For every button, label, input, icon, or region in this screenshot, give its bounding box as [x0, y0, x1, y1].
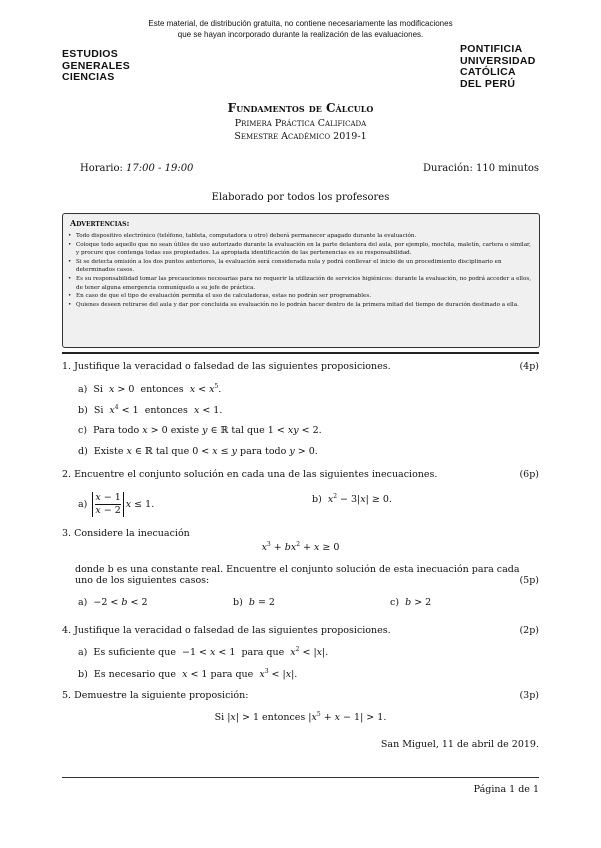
exam-subtitle: Primera Práctica Calificada: [234, 118, 367, 129]
date-place: San Miguel, 11 de abril de 2019.: [380, 739, 539, 750]
q4-item-a: a) Es suficiente que −1 < x < 1 para que $x^2 < |x|$.: [78, 646, 329, 659]
elaborado: Elaborado por todos los profesores: [211, 192, 390, 203]
q4-item-b: b) Es necesario que x < 1 para que $x^3 < |x|$.: [78, 668, 298, 681]
question-3: 3. Considere la inecuación: [62, 528, 190, 539]
q1-item-d: d) Existe x ∈ ℝ tal que 0 < x ≤ y para todo y > 0.: [78, 446, 318, 457]
question-4: 4. Justifique la veracidad o falsedad de las siguientes proposiciones.: [62, 625, 391, 636]
warnings-box: [62, 213, 540, 348]
warning-item: • Quienes deseen retirarse del aula y dar por concluida su evaluación no lo podrán hacer dentro de la primera mitad del tiempo de duración destinado a ella.: [76, 301, 533, 310]
institution-left: ESTUDIOS GENERALES CIENCIAS: [62, 48, 131, 83]
warnings-title: Advertencias:: [70, 218, 130, 228]
question-1-points: (4p): [519, 361, 539, 372]
q1-item-c: c) Para todo x > 0 existe y ∈ ℝ tal que 1 < xy < 2.: [78, 425, 322, 436]
question-3-points: (5p): [519, 575, 539, 586]
institution-right: PONTIFICIA UNIVERSIDAD CATÓLICA DEL PERÚ: [460, 43, 536, 90]
question-5: 5. Demuestre la siguiente proposición:: [62, 690, 249, 701]
divider: [62, 352, 539, 354]
q3-body: donde b es una constante real. Encuentre el conjunto solución de esta inecuación para cada uno de los siguientes casos:: [75, 564, 520, 586]
question-2: 2. Encuentre el conjunto solución en cada una de las siguientes inecuaciones.: [62, 469, 438, 480]
q3-item-b: b) b = 2: [233, 597, 275, 608]
warning-item: • Coloque todo aquello que no sean útiles de uso autorizado durante la evaluación en la parte delantera del aula, por ejemplo, mochila, maletín, cartera o similar, y procure que contenga todas sus propiedades. La apropiada identificación de las pertenencias es su responsabilidad.: [76, 241, 533, 258]
warning-item: • Es su responsabilidad tomar las precauciones necesarias para no requerir la utilización de servicios higiénicos: durante la evaluación, no podrá acceder a ellos, de tener alguna emergencia comuníquelo a su jefe de práctica.: [76, 275, 533, 292]
exam-title: Fundamentos de Cálculo: [227, 101, 374, 115]
question-5-points: (3p): [519, 690, 539, 701]
q5-statement: Si |x| > 1 entonces $|x^5 + x - 1| > 1$.: [214, 711, 387, 724]
duracion: Duración: 110 minutos: [422, 163, 539, 174]
question-1: 1. Justifique la veracidad o falsedad de las siguientes proposiciones.: [62, 361, 391, 372]
q3-item-c: c) b > 2: [390, 597, 432, 608]
exam-semester: Semestre Académico 2019-1: [234, 131, 367, 142]
q3-inequality: $x^3 + bx^2 + x \ge 0$: [261, 541, 340, 554]
warning-item: • En caso de que el tipo de evaluación permita el uso de calculadoras, estas no podrán ser programables.: [76, 292, 533, 301]
warnings-list: [63, 232, 539, 309]
q1-item-a: a) Si x > 0 entonces $x < x^5$.: [78, 383, 222, 396]
question-2-points: (6p): [519, 469, 539, 480]
disclaimer: Este material, de distribución gratuita, no contiene necesariamente las modificaciones que se hayan incorporado durante la realización de las evaluaciones.: [148, 19, 453, 39]
warning-item: • Si se detecta omisión a los dos puntos anteriores, la evaluación será considerada nula y podrá conllevar el inicio de un procedimiento disciplinario en determinados casos.: [76, 258, 533, 275]
q1-item-b: b) Si $x^4 < 1$ entonces x < 1.: [78, 404, 223, 417]
q2-item-a: a) x − 1 x − 2 x ≤ 1.: [78, 491, 155, 516]
question-4-points: (2p): [519, 625, 539, 636]
q3-item-a: a) −2 < b < 2: [78, 597, 148, 608]
page-number: Página 1 de 1: [473, 784, 539, 795]
q2-item-b: b) $x^2 - 3|x| \ge 0$.: [312, 493, 392, 506]
horario: Horario: 17:00 - 19:00: [80, 163, 194, 174]
footer-divider: [62, 777, 539, 778]
warning-item: • Todo dispositivo electrónico (teléfono, tableta, computadora u otro) deberá permanecer apagado durante la evaluación.: [76, 232, 533, 241]
